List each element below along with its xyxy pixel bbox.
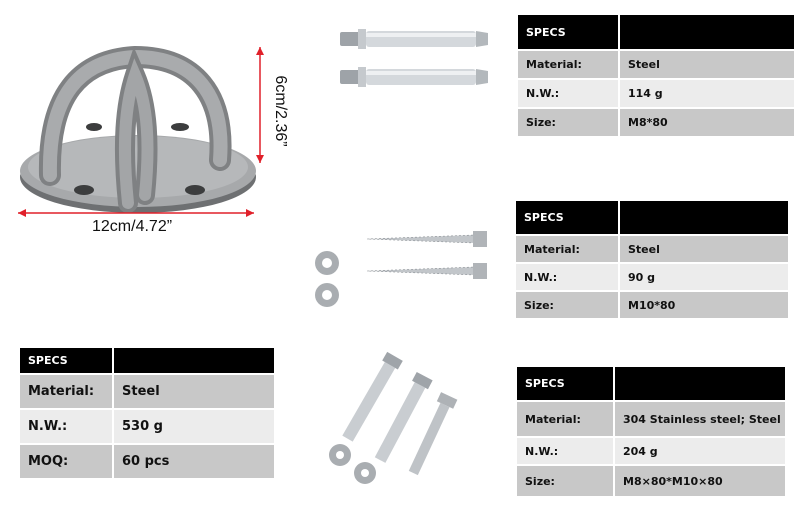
spec-row	[518, 109, 794, 136]
spec-value: 60 pcs	[114, 445, 274, 478]
spec-label: MOQ:	[20, 445, 112, 478]
spec-label: Material:	[518, 51, 618, 78]
spec-label: Size:	[516, 292, 618, 318]
spec-row	[517, 466, 785, 496]
spec-label: N.W.:	[518, 80, 618, 107]
spec-table-header-row	[517, 367, 785, 400]
spec-row	[20, 410, 274, 443]
spec-label: Size:	[517, 466, 613, 496]
spec-table-expansion-bolts	[516, 13, 796, 138]
spec-row	[517, 438, 785, 464]
spec-value: 114 g	[620, 80, 794, 107]
width-dimension-label: 12cm/4.72”	[92, 218, 173, 235]
spec-value: 90 g	[620, 264, 788, 290]
spec-row	[20, 445, 274, 478]
ceiling-hook-image	[10, 35, 300, 235]
spec-value: M10*80	[620, 292, 788, 318]
spec-row	[517, 402, 785, 436]
mixed-hardware-image	[320, 345, 480, 495]
spec-label: N.W.:	[517, 438, 613, 464]
spec-value: 530 g	[114, 410, 274, 443]
spec-value: 304 Stainless steel; Steel	[615, 402, 785, 436]
spec-table-header-row	[20, 348, 274, 373]
spec-row	[516, 264, 788, 290]
spec-label: Material:	[516, 236, 618, 262]
spec-label: Size:	[518, 109, 618, 136]
spec-table-mixed-hardware	[515, 365, 787, 498]
spec-row	[518, 80, 794, 107]
spec-table-header-row	[518, 15, 794, 49]
spec-value: 204 g	[615, 438, 785, 464]
spec-row	[20, 375, 274, 408]
spec-table-ceiling-hook	[18, 346, 276, 480]
height-dimension-label: 6cm/2.36”	[272, 75, 289, 147]
spec-value: M8*80	[620, 109, 794, 136]
spec-row	[516, 292, 788, 318]
spec-label: Material:	[517, 402, 613, 436]
spec-row	[518, 51, 794, 78]
spec-label: N.W.:	[516, 264, 618, 290]
spec-value: M8×80*M10×80	[615, 466, 785, 496]
spec-value: Steel	[114, 375, 274, 408]
lag-screws-image	[305, 225, 495, 315]
spec-table-header: SPECS	[516, 201, 618, 234]
spec-value: Steel	[620, 236, 788, 262]
spec-table-header: SPECS	[20, 348, 112, 373]
spec-table-header-row	[516, 201, 788, 234]
expansion-bolts-image	[330, 15, 495, 105]
spec-value: Steel	[620, 51, 794, 78]
spec-table-lag-screws	[514, 199, 790, 320]
spec-table-header: SPECS	[518, 15, 618, 49]
spec-label: N.W.:	[20, 410, 112, 443]
spec-table-header: SPECS	[517, 367, 613, 400]
spec-row	[516, 236, 788, 262]
spec-label: Material:	[20, 375, 112, 408]
